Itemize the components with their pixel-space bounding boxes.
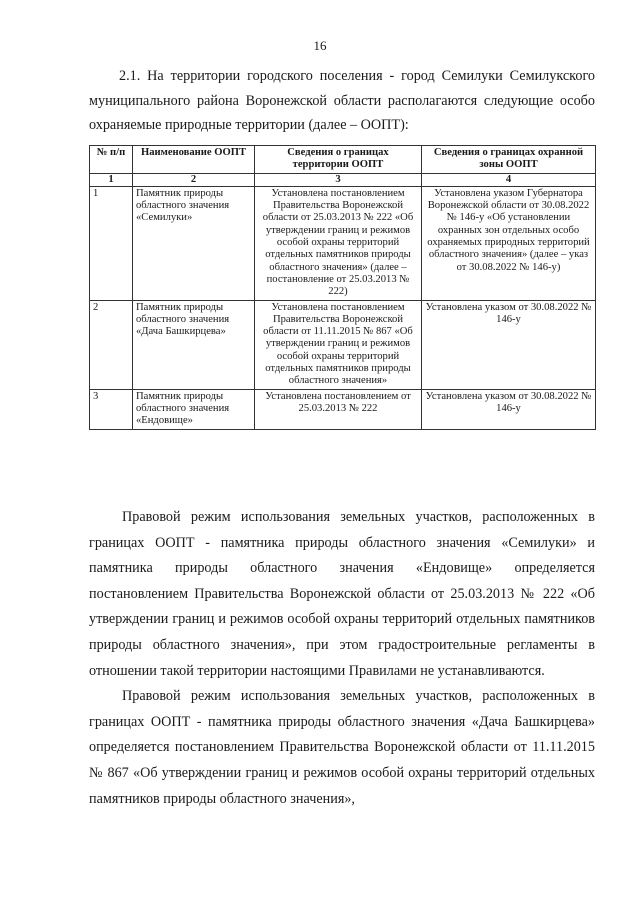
- row-borders: Установлена постановлением Правительства Воронежской области от 11.11.2015 № 867 «Об утверждении границ и режимов особой охраны территорий отдельных памятников природы областного значения»: [255, 300, 422, 389]
- page-number: 16: [313, 38, 327, 53]
- table-row: [90, 186, 596, 300]
- table-row: [90, 300, 596, 389]
- oopt-table: [89, 145, 596, 430]
- header-borders: Сведения о границах территории ООПТ: [255, 146, 422, 174]
- row-name: Памятник природы областного значения «Семилуки»: [133, 186, 255, 300]
- row-zone: Установлена указом от 30.08.2022 № 146-у: [422, 389, 596, 429]
- row-zone: Установлена указом от 30.08.2022 № 146-у: [422, 300, 596, 389]
- row-num: 2: [90, 300, 133, 389]
- row-zone: Установлена указом Губернатора Воронежской области от 30.08.2022 № 146-у «Об установлении охранных зон отдельных особо охраняемых природных территорий областного значения» (далее – указ от 30.08.2022 № 146-у): [422, 186, 596, 300]
- column-number: 2: [133, 173, 255, 186]
- row-num: 1: [90, 186, 133, 300]
- row-name: Памятник природы областного значения «Дача Башкирцева»: [133, 300, 255, 389]
- body-paragraph: Правовой режим использования земельных участков, расположенных в границах ООПТ - памятника природы областного значения «Семилуки» и памятника природы областного значения «Ендовище» определяется постановлением Правительства Воронежской области от 25.03.2013 № 222 «Об утверждении границ и режимов особой охраны территорий отдельных памятников природы областного значения», при этом градостроительные регламенты в отношении такой территории настоящими Правилами не устанавливаются.: [89, 509, 595, 679]
- row-name: Памятник природы областного значения «Ендовище»: [133, 389, 255, 429]
- intro-section: [89, 64, 595, 138]
- column-number-row: [90, 173, 596, 186]
- table-header-row: [90, 146, 596, 174]
- header-name: Наименование ООПТ: [133, 146, 255, 174]
- intro-paragraph: 2.1. На территории городского поселения - город Семилуки Семилукского муниципального района Воронежской области располагаются следующие особо охраняемые природные территории (далее – ООПТ):: [89, 68, 595, 133]
- header-zone: Сведения о границах охранной зоны ООПТ: [422, 146, 596, 174]
- row-borders: Установлена постановлением Правительства Воронежской области от 25.03.2013 № 222 «Об утверждении границ и режимов особой охраны территорий отдельных памятников природы областного значения» (далее – постановление от 25.03.2013 № 222): [255, 186, 422, 300]
- body-paragraph: Правовой режим использования земельных участков, расположенных в границах ООПТ - памятника природы областного значения «Дача Башкирцева» определяется постановлением Правительства Воронежской области от 11.11.2015 № 867 «Об утверждении границ и режимов особой охраны территорий отдельных памятников природы областного значения»,: [89, 688, 595, 807]
- body-text: [89, 505, 595, 812]
- column-number: 1: [90, 173, 133, 186]
- column-number: 3: [255, 173, 422, 186]
- column-number: 4: [422, 173, 596, 186]
- header-num: № п/п: [90, 146, 133, 174]
- row-num: 3: [90, 389, 133, 429]
- table-row: [90, 389, 596, 429]
- row-borders: Установлена постановлением от 25.03.2013 № 222: [255, 389, 422, 429]
